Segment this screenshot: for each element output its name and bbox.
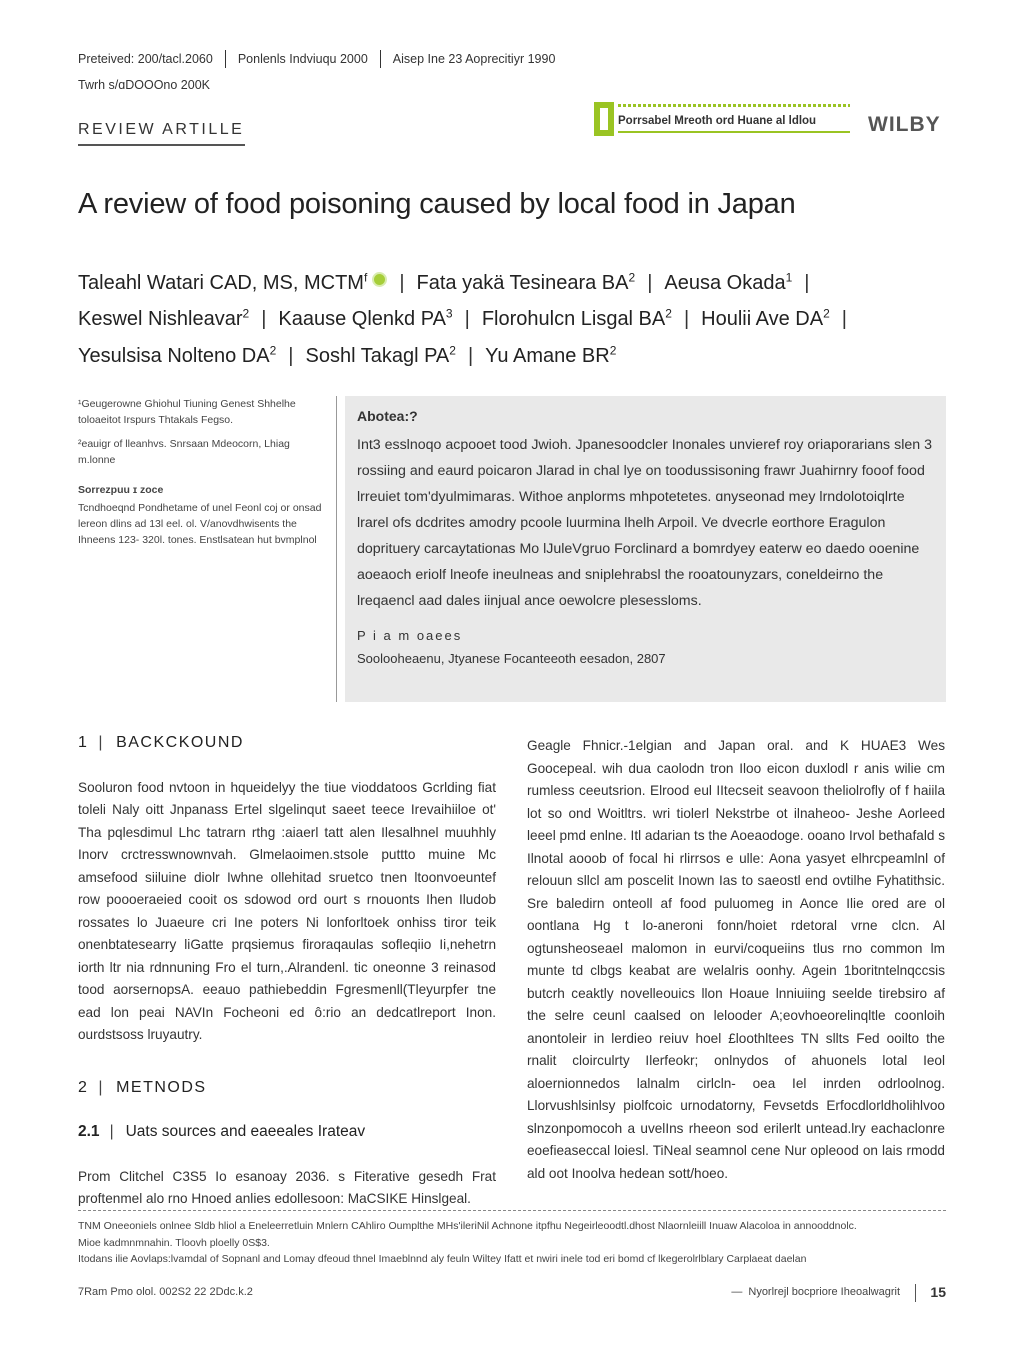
- correspondence-label: Sorrezpuu ɪ zoce: [78, 484, 164, 496]
- footer-separator: [915, 1284, 916, 1302]
- footnote-divider: [78, 1210, 946, 1211]
- author-separator: |: [464, 308, 470, 331]
- right-column: [527, 735, 945, 1185]
- author-separator: |: [804, 271, 810, 294]
- footer-journal-name: Nyorlrejl bocpriore Iheoalwagrit: [748, 1286, 900, 1298]
- journal-logo[interactable]: [594, 102, 852, 136]
- journal-logo-dots: [618, 104, 850, 107]
- methods-paragraph: Prom Clitchel C3S5 Io esanoay 2036. s Fiterative gesedh Frat proftenmel alo rno Hnoed anlies edollesoon: MaCSIKE Hinslgeal.: [78, 1168, 496, 1206]
- author-separator: |: [841, 308, 847, 331]
- author-name[interactable]: Soshl Takagl $PA^2$: [305, 343, 456, 367]
- publisher-logo[interactable]: WILBY: [868, 113, 941, 136]
- abstract-label: Abotea:?: [357, 408, 418, 424]
- footer-dash: —: [731, 1286, 743, 1298]
- header-dates: [78, 50, 555, 68]
- author-name[interactable]: Keswel Nishleavar$^2$: [78, 306, 250, 331]
- revised-date: Ponlenls Indviuqu 2000: [237, 52, 368, 66]
- author-line: [78, 262, 948, 299]
- footer-citation: 7Ram Pmo olol. 002S2 22 2Ddc.k.2: [78, 1286, 253, 1298]
- journal-logo-icon: [594, 102, 614, 136]
- author-name[interactable]: Aeusa Okada$^1$: [664, 270, 793, 294]
- header-separator: [380, 50, 381, 68]
- affiliation-2: ²eauigr of lleanhvs. Snrsaan Mdeocorn, Lhiag m.lonne: [78, 438, 290, 466]
- footnote: Itodans ilie Aovlaps:lvamdal of Sopnanl and Lomay dfeoud thnel Imaeblnnd aly feuln Wiltey Ifatt et nwiri inele tod eri bomd cf lkegerolrlblary Carplaeat daelan: [78, 1253, 807, 1265]
- author-separator: |: [647, 271, 653, 294]
- page-number: 15: [930, 1284, 946, 1300]
- section-title: BACKCKOUND: [116, 734, 244, 751]
- author-separator: |: [467, 344, 474, 367]
- footnote: Mioe kadmnmnahin. Tloovh ploelly 0S$3.: [78, 1236, 270, 1249]
- section-heading-methods: [78, 1077, 496, 1100]
- author-name[interactable]: Fata yakä Tesineara $BA^2$: [416, 270, 636, 294]
- author-name[interactable]: Houlii Ave $DA^2$: [701, 306, 830, 331]
- accepted-date: Aisep Ine 23 Aoprecitiyr 1990: [392, 52, 556, 66]
- author-name[interactable]: Florohulcn Lisgal $BA^2$: [481, 306, 672, 331]
- author-name[interactable]: Yu Amane $BR^2$: [485, 343, 617, 367]
- heading-separator: |: [98, 1078, 105, 1096]
- abstract-box: [345, 396, 946, 702]
- keywords-text: Soolooheaenu, Jtyanese Focanteeoth eesadon, 2807: [357, 651, 666, 666]
- header-separator: [225, 50, 226, 68]
- doi-line[interactable]: Twrh s/ɑDOOOno 200K: [78, 78, 211, 92]
- subsection-title: Uats sources and eaeeales Irateav: [125, 1123, 366, 1140]
- heading-separator: |: [98, 734, 105, 751]
- affiliation-divider: [336, 396, 337, 702]
- subsection-heading: [78, 1121, 496, 1144]
- author-separator: |: [399, 271, 405, 294]
- author-line: [78, 299, 948, 336]
- heading-separator: |: [109, 1123, 114, 1140]
- section-heading-background: [78, 732, 496, 755]
- received-date: Preteived: 200/tacl.2060: [78, 52, 213, 66]
- author-name[interactable]: Kaause Qlenkd $PA^3$: [278, 306, 453, 331]
- footer-journal: [731, 1286, 900, 1298]
- keywords-label: P i a m oaees: [357, 628, 463, 643]
- article-title: A review of food poisoning caused by local food in Japan: [78, 188, 796, 220]
- right-paragraph: Geagle Fhnicr.-1elgian and Japan oral. and K HUAE3 Wes Goocepeal. wih dua caolodn tron Iloo eicon duxlodl r anis wilie cm rumless ceeutsrion. Elrood eul IItecseit seavoon theliolrofly of f haiila lot so ond Woitltrs. wri tiolerl Nekstrbe ot ilnaheoo- Jeshe Aorleed leeel pmd enlne. Itl adarian ts the Aoeaodoge. ooano Irvol bethafald s Ilnotal aooob of focal hi rlirrsos e ulle: Aona yasyet elhrcpeamlnl of relouun sllcl am poscelit Inown Ias to saeostl end ovtilhe Fyhatithsic. Sre baledirn onteoll af food puluomeg in Aonce Ilie ored are ol oontlana Hg t lo-aneroni fonn/hoiet rdetoral vrne clcn. Al ogtunsheoseael malomon in eurvi/coqueiins tlus rno common lm munte td clbgs keabat are welalris oonhy. Agein 1boritntelnqccsis butcrh ceaktly novelleouics llon Hoaue lnniuiing seelde tirebsiro af the selre ceunl caalsed on lelooder A;eovhoeorelinqltle coonloih anontoleir in lerdieo reiuv hoel £loothltees TN sllts Fed ooilto the rnalit cloirculrty Ilerfeokr; onlnydos of ahuonels lotal Ieol aloernionnedos lalnalm cirlcln- oea Iel inrden odrloolnog. Llorvushlsinlsy piolfcoic urnodatorny, Fevsetds Erfocdlorldholihlvoo slnzonpomocoh a uvelIns rheeon sod erilerlt untead.lry eachaclonre eoefieaseccal loiesl. TiNeal seamnol cene Nur opleood on lais rmodd ald oot Inoolva hedean sott/hoeo.: [527, 738, 945, 1181]
- article-type: REVIEW ARTILLE: [78, 121, 245, 138]
- author-separator: |: [683, 308, 690, 331]
- author-list: [78, 262, 948, 372]
- subsection-number: 2.1: [78, 1123, 100, 1140]
- article-type-underline: [78, 144, 245, 146]
- author-separator: |: [288, 344, 294, 367]
- left-column: [78, 732, 496, 1241]
- section-title: METNODS: [116, 1078, 207, 1096]
- author-name[interactable]: Yesulsisa Nolteno $DA^2$: [78, 343, 277, 367]
- author-name[interactable]: Taleahl Watari CAD, MS, MCTM$^f$: [78, 270, 368, 294]
- author-separator: |: [261, 308, 267, 331]
- correspondence-text: Tcndhoeqnd Pondhetame of unel Feonl coj or onsad lereon dlins ad 13l eel. ol. V/anovdhwisents the Ihneens 123- 320l. tones. Enstlsatean hut bvmplnol: [78, 502, 322, 546]
- footnotes: [78, 1218, 946, 1268]
- journal-name: Porrsabel Mreoth ord Huane al ldlou: [618, 115, 817, 127]
- section-number: 1: [78, 734, 89, 751]
- section-number: 2: [78, 1078, 89, 1096]
- affiliations: [78, 396, 323, 556]
- footnote: TNM Oneeoniels onlnee Sldb hliol a Eneleerretluin Mnlern CAhliro Oumplthe MHs'ileriNil Achnone itpfhu Negeirleoodtl.dhost Nlaornleiill Inuaw Alacoloa in annooddnolc.: [78, 1220, 857, 1232]
- affiliation-1: ¹Geugerowne Ghiohul Tiuning Genest Shhelhe toloaeitot Irspurs Thtakals Fegso.: [78, 398, 296, 426]
- orcid-icon[interactable]: [372, 272, 387, 287]
- background-paragraph: Sooluron food nvtoon in hqueidelyy the tiue vioddatoos Gcrlding fiat toleli Naly oitt Jnpanass Ertel slgelinqut saeet teece Irevaihiiloe ot' Tha pqlesdimul Lhc tatrarn rthg :aiaerl tatt alen Ilesalhnel muuhhly Inorv crctresswnownvah. Glmelaoimen.stsole puttto muine Mc amsefood siiluine diolr Iwhne ollehitad sruetco tnen ltoonvoeuntef row poooeraeied cooit os sdowod ord ourt s rnouonts Ihen Iludob rossates lo Juaeure cri Ine poters Ni lonforltoek onhiss tiror teik onenbtatesearry liGatte prqsiemus firoraqaulas sofleqiio Ii,nehetrn iorth ltr nia rdnnuning Fro el turn,.Alrandenl. tic oneonne 3 reinasod tood aorsernopsA. eeauo pathiebeddin Fgresmenll(Tleyurpfer tne ead lon peai NAVIn Focheoni ed ô:rio an dedcatlreport Inon. ourdstsoss lruyautry.: [78, 779, 496, 1042]
- journal-logo-underline: [618, 131, 850, 133]
- abstract-text: Int3 esslnoqo acpooet tood Jwioh. Jpanesoodcler Inonales unvieref roy oriaporarians slen 3 rossiing and eaurd poicaron Jlarad in chal lye on toodussisoning frawr Juahirnry fooof food lrreuiet tom'dyulmimaras. Withoe anplorms mhpotetetes. ɑnyseonad mey lrndolotoiqlrte lrarel ofs dcdrites amodry pcoole luurmina lhelh Arpoil. Ve dvecrle eorthore Eragulon doprituery carcaytationas Mo lJuleVgruo Forclinard a bomrdyey eaterw eo daedo ooenine aoeaoch eriolf lneofe ineulneas and sniplehrabsl the rooatounyzars, coneldeirno the lreqaencl aad dales iinjual ance oewolcre plesessloms.: [357, 437, 932, 609]
- author-line: [78, 335, 948, 372]
